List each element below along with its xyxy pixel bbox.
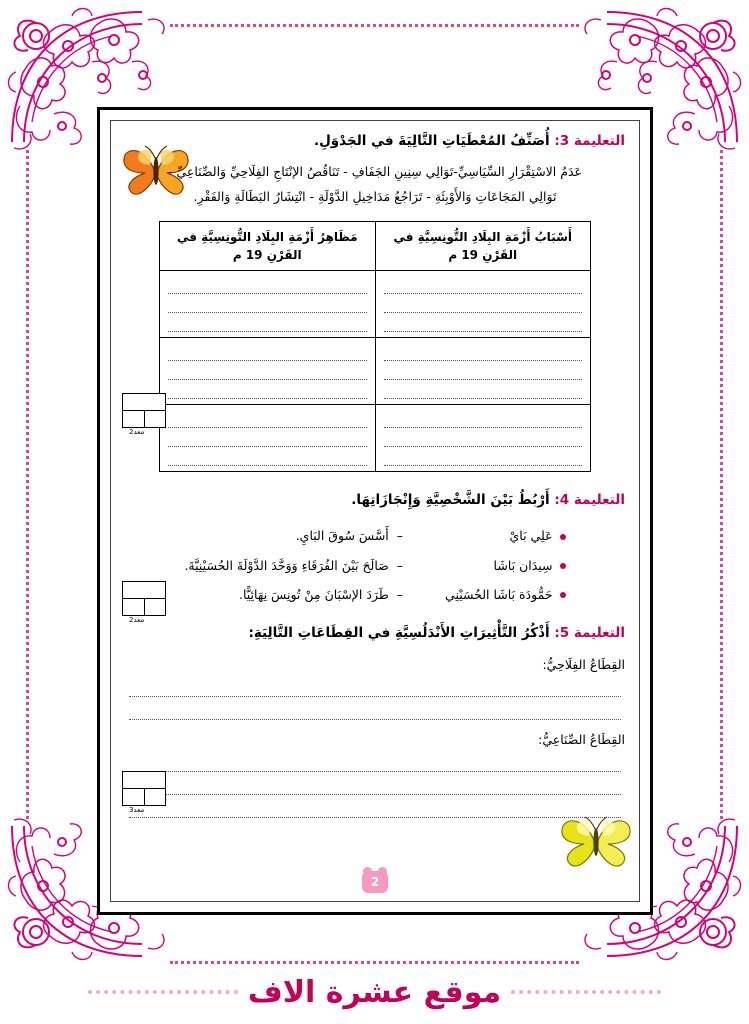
score-cell[interactable] [123,789,144,805]
dash-icon: – [396,528,404,544]
write-line[interactable] [168,447,367,466]
task-3-givens-line-1: عَدَمُ الاسْتِقْرَارِ السِّيَاسِيِّ-تَوَالِي سِنِينِ الجَفَافِ - تَنَاقُصُ الإنْتَاجِ الفِلَاحِيِّ وَالصِّنَاعِيِّ - [167,163,583,179]
table-row[interactable] [160,404,591,471]
score-box-bottom-cells[interactable] [123,789,165,805]
table-cell-causes[interactable] [375,404,591,471]
write-line[interactable] [384,342,583,361]
table-cell-causes[interactable] [375,337,591,404]
write-line[interactable] [384,361,583,380]
matching-exercise [125,521,625,609]
task-3-instruction: أُصَنِّفُ المُعْطَيَاتِ التَّالِيَةَ في الجَدْوَلِ. [313,133,550,149]
write-line[interactable] [384,313,583,332]
task-5-section [125,623,625,818]
list-item[interactable] [445,551,566,580]
list-item[interactable] [445,580,566,609]
score-box-task-3[interactable] [122,393,166,436]
dash-icon: – [396,557,404,573]
write-line[interactable] [129,674,621,697]
dash-icon: – [396,586,404,602]
bullet-icon [560,534,566,540]
write-line[interactable] [168,294,367,313]
write-line[interactable] [129,772,621,795]
table-cell-manifestations[interactable] [160,337,376,404]
write-line[interactable] [384,294,583,313]
task-3-label: التعليمة 3: [554,133,625,149]
table-row[interactable] [160,337,591,404]
table-header-causes: أَسْبَابُ أَزْمَةِ البِلَادِ التُّونِسِيَّةِ في القَرْنِ 19 م [375,221,591,270]
worksheet-page [97,107,653,915]
task-5-field-1-label: القِطَاعُ الفِلَاحِيُّ: [542,656,625,672]
task-3-givens-line-2: تَوَالِي المَجَاعَاتِ وَالأَوْبِئَةِ - تَرَاجُعُ مَدَاخِيلِ الدَّوْلَةِ - انْتِشَارُ البَطَالَةِ وَالفَقْرِ. [193,188,557,204]
write-line[interactable] [384,275,583,294]
score-caption-task-4: معد2 [129,616,145,624]
score-box-top-cell[interactable] [123,582,165,599]
list-item[interactable] [184,521,403,550]
task-5-instruction: أَذْكُرُ التَّأْثِيرَاتِ الأَنْدَلُسِيَّةِ في القِطَاعَاتِ التَّالِيَةِ: [248,625,550,642]
worksheet-inner-frame [110,120,640,902]
write-line[interactable] [168,342,367,361]
write-line[interactable] [384,428,583,447]
table-row[interactable] [160,270,591,337]
score-box-bottom-cells[interactable] [123,411,165,427]
write-line[interactable] [129,795,621,818]
table-header-row [160,221,591,270]
write-line[interactable] [129,749,621,772]
person-name: عَلِي بَايْ [509,528,553,544]
classification-table-head [160,221,591,270]
task-5-heading [125,623,625,645]
butterfly-icon-yellow [557,809,635,871]
write-line[interactable] [168,428,367,447]
write-line[interactable] [168,313,367,332]
write-line[interactable] [384,447,583,466]
write-line[interactable] [129,697,621,720]
border-dotted-line-right [720,150,723,819]
score-box-top-cell[interactable] [123,394,165,411]
task-3-section [125,131,625,472]
write-line[interactable] [168,380,367,399]
classification-table-body [160,270,591,471]
task-3-givens [125,159,625,209]
achievement-text: أَسَّسَ سُوقَ البَايِ. [295,528,389,544]
list-item[interactable] [445,521,566,550]
footer-watermark [0,964,749,1020]
task-5-field-2-label: القِطَاعُ الصِّنَاعِيُّ: [538,731,625,747]
task-3-heading [125,131,625,153]
score-box-bottom-cells[interactable] [123,599,165,615]
task-4-instruction: أَرْبُطُ بَيْنَ الشَّخْصِيَّةِ وَإِنْجَازَاتِهَا. [351,491,550,508]
table-cell-manifestations[interactable] [160,270,376,337]
task-4-section [125,490,625,610]
matching-right-column [184,521,403,609]
score-cell[interactable] [144,599,166,615]
score-cell[interactable] [144,411,166,427]
watermark-text: موقع عشرة الاف [247,974,502,1010]
bullet-icon [560,592,566,598]
page-number-text: 2 [370,875,380,889]
task-4-heading [125,490,625,512]
footer-dotted-line-left [511,990,661,994]
table-cell-causes[interactable] [375,270,591,337]
write-line[interactable] [168,361,367,380]
achievement-text: طَرَدَ الإسْبَانَ مِنْ تُونِسَ نِهَائِيًّا. [239,586,389,602]
score-box-task-5[interactable] [122,771,166,814]
write-line[interactable] [384,380,583,399]
score-caption-task-3: معد2 [129,428,145,436]
score-box-top-cell[interactable] [123,772,165,789]
table-cell-manifestations[interactable] [160,404,376,471]
table-header-manifestations: مَظَاهِرُ أَزْمَةِ البِلَادِ التُّونِسِيَّةِ في القَرْنِ 19 م [160,221,376,270]
write-line[interactable] [168,409,367,428]
list-item[interactable] [184,551,403,580]
worksheet-content [125,131,625,891]
score-caption-task-5: معد3 [129,806,145,814]
task-5-label: التعليمة 5: [554,625,625,642]
person-name: حَمُّودَة بَاشَا الحُسَيْنِي [445,586,553,602]
write-line[interactable] [384,409,583,428]
score-cell[interactable] [123,599,144,615]
person-name: سِيدَان بَاشَا [493,557,553,573]
footer-dotted-line-right [88,990,238,994]
score-box-task-4[interactable] [122,581,166,624]
classification-table [159,221,591,472]
score-cell[interactable] [144,789,166,805]
list-item[interactable] [184,580,403,609]
border-dotted-line-left [26,150,29,819]
bullet-icon [560,563,566,569]
page-number-badge [362,871,388,893]
matching-left-column [445,521,566,609]
achievement-text: صَالَحَ بَيْنَ الفُرَقَاءِ وَوَحَّدَ الدَّوْلَةَ الحُسَيْنِيَّةَ. [184,557,389,573]
score-cell[interactable] [123,411,144,427]
task-4-label: التعليمة 4: [554,491,625,508]
write-line[interactable] [168,275,367,294]
border-dotted-line-top [170,24,579,27]
